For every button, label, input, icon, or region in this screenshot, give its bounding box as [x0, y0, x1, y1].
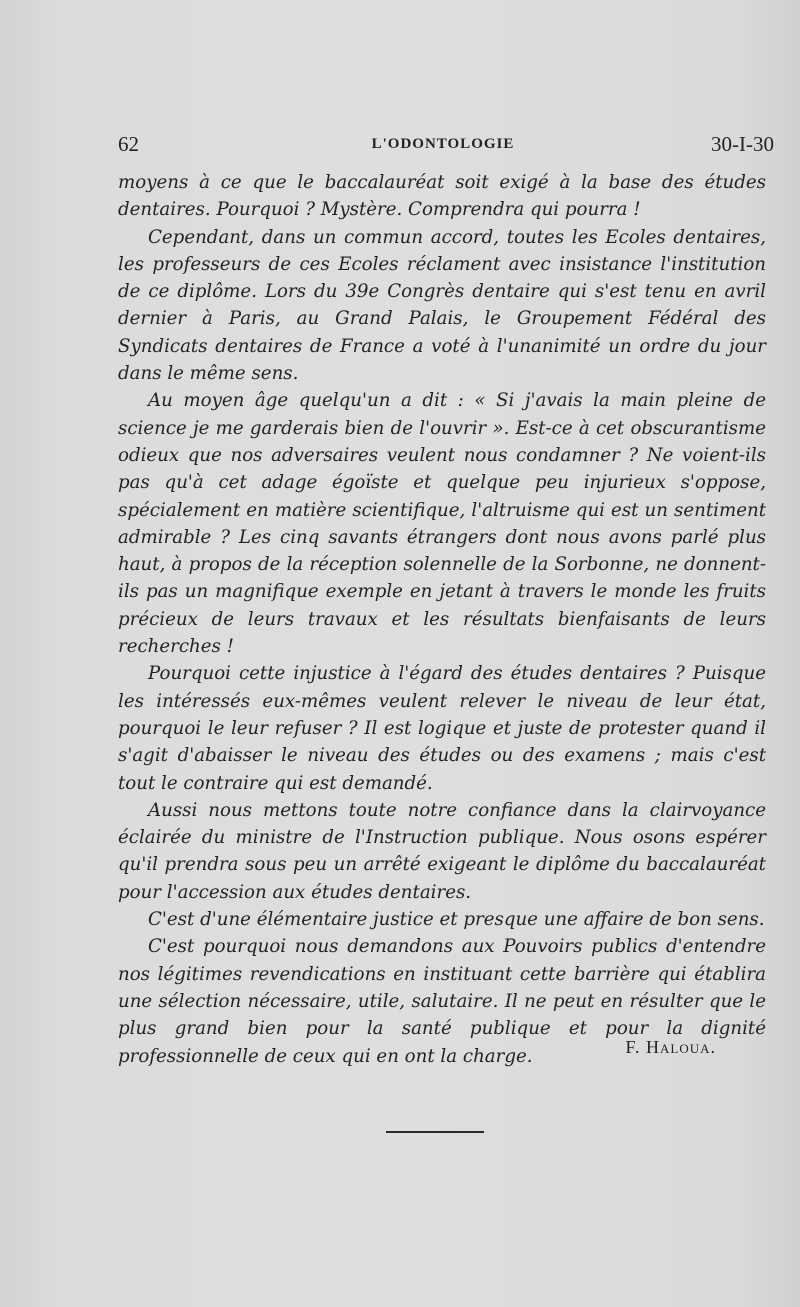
end-divider — [386, 1131, 484, 1133]
page-number: 62 — [118, 132, 139, 156]
paragraph: Au moyen âge quelqu'un a dit : « Si j'avais la main pleine de science je me garderais bien de l'ouvrir ». Est-ce à cet obscurantisme odieux que nos adversaires veulent nous condamner ? Ne voient-ils pas qu'à cet adage égoïste et quelque peu injurieux s'oppose, spécialement en matière scientifique, l'altruisme qui est un sentiment admirable ? Les cinq savants étrangers dont nous avons parlé plus haut, à propos de la réception solennelle de la Sorbonne, ne donnent-ils pas un magnifique exemple en jetant à travers le monde les fruits précieux de leurs travaux et les résultats bienfaisants de leurs recherches ! — [118, 390, 766, 658]
paragraph: Pourquoi cette injustice à l'égard des études dentaires ? Puisque les intéressés eux-mêmes veulent relever le niveau de leur état, pourquoi le leur refuser ? Il est logique et juste de protester quand il s'agit d'abaisser le niveau des études ou des examens ; mais c'est tout le contraire qui est demandé. — [118, 663, 766, 794]
paragraph: Aussi nous mettons toute notre confiance dans la clairvoyance éclairée du ministre de l'Instruction publique. Nous osons espérer qu'il prendra sous peu un arrêté exigeant le diplôme du baccalauréat pour l'accession aux études dentaires. — [118, 799, 766, 903]
article-body — [118, 169, 766, 1070]
author-signature: F. Haloua. — [625, 1037, 716, 1057]
paragraph: Cependant, dans un commun accord, toutes les Ecoles dentaires, les professeurs de ces Ecoles réclament avec insistance l'institution de ce diplôme. Lors du 39e Congrès dentaire qui s'est tenu en avril dernier à Paris, au Grand Palais, le Groupement Fédéral des Syndicats dentaires de France a voté à l'unanimité un ordre du jour dans le même sens. — [118, 226, 766, 385]
running-title: L'ODONTOLOGIE — [371, 136, 515, 152]
paragraph: C'est d'une élémentaire justice et presque une affaire de bon sens. — [148, 909, 765, 931]
paragraph: C'est pourquoi nous demandons aux Pouvoirs publics d'entendre nos légitimes revendications en instituant cette barrière qui établira une sélection nécessaire, utile, salutaire. Il ne peut en résulter que le plus grand bien pour la santé publique et pour la dignité professionnelle de ceux qui en ont la charge. — [118, 936, 766, 1067]
issue-date: 30-I-30 — [711, 132, 774, 156]
paragraph-continuation: moyens à ce que le baccalauréat soit exigé à la base des études dentaires. Pourquoi ? Mystère. Comprendra qui pourra ! — [118, 172, 766, 221]
page-header — [118, 132, 774, 162]
